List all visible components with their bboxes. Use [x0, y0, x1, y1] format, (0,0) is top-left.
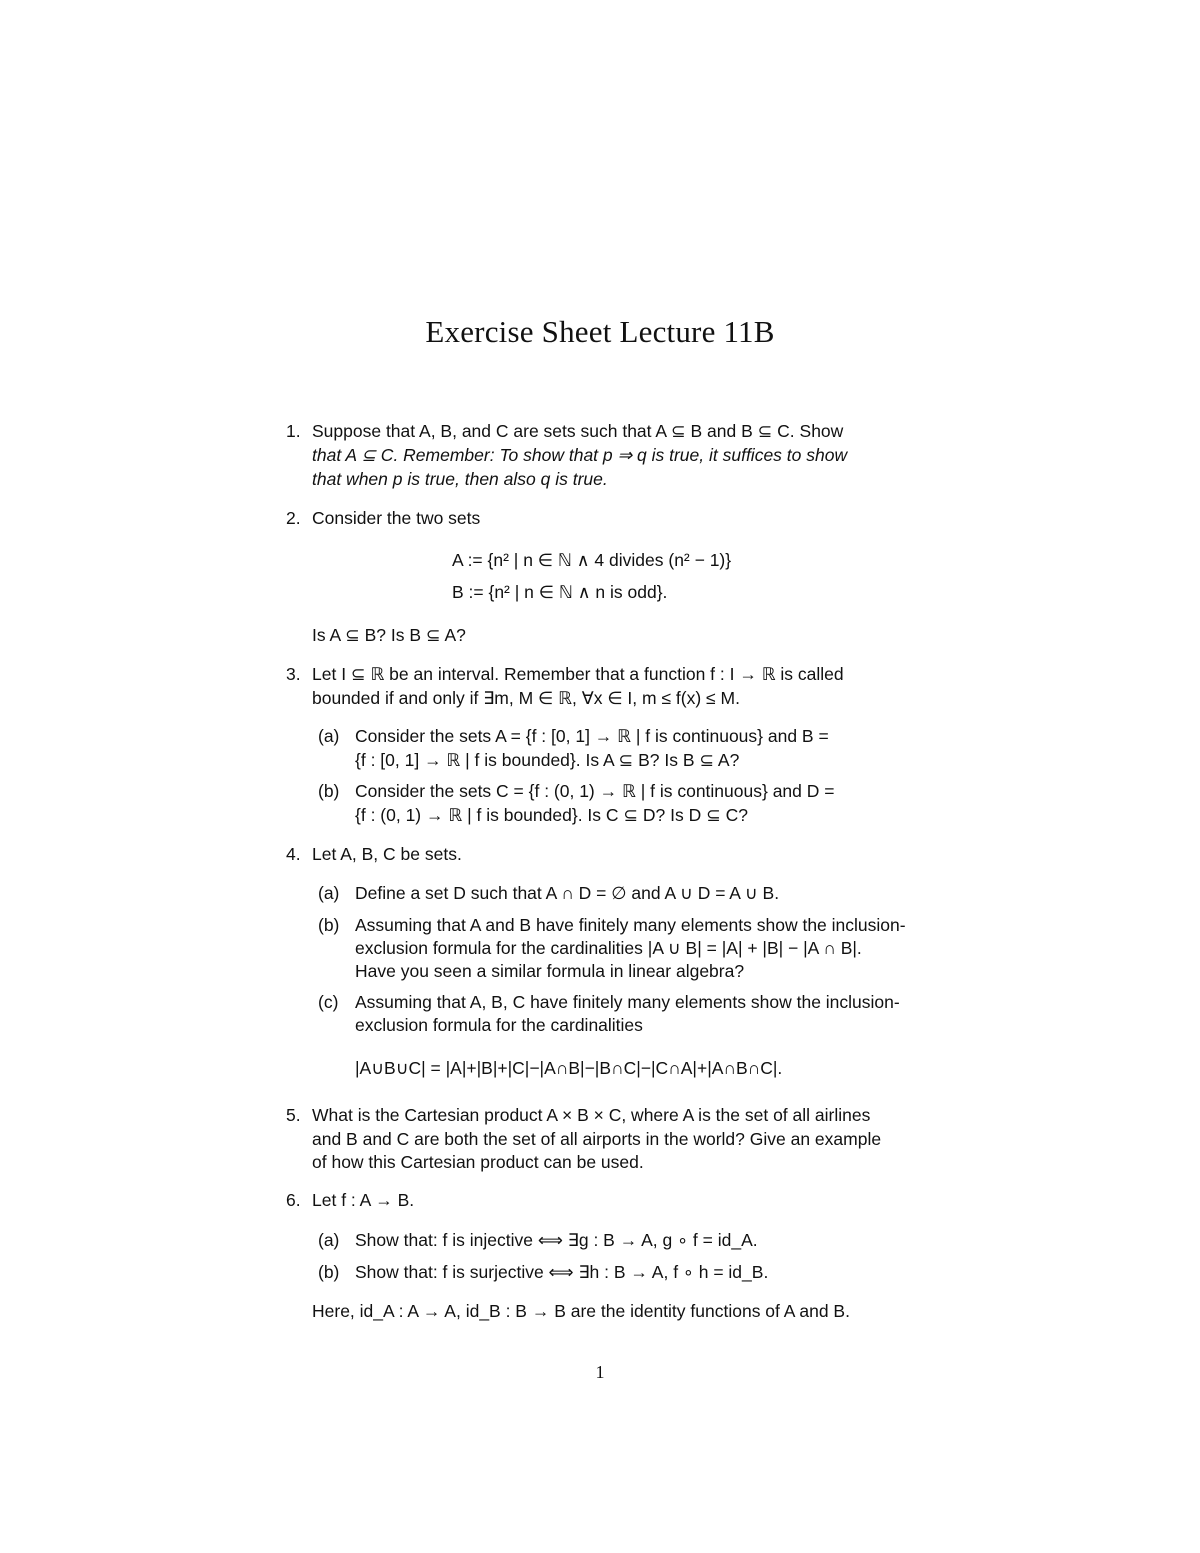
part-text-line: exclusion formula for the cardinalities	[355, 1015, 643, 1035]
part-label: (b)	[318, 1262, 340, 1282]
exercise-number: 2.	[286, 508, 301, 528]
part-label: (a)	[318, 883, 340, 903]
exercise-text-line: and B and C are both the set of all airports in the world? Give an example	[312, 1129, 882, 1149]
set-definition-b: B := {n² | n ∈ ℕ ∧ n is odd}.	[452, 582, 668, 602]
part-label: (b)	[318, 781, 340, 801]
part-text-line: Show that: f is surjective ⟺ ∃h : B → A, f ∘ h = id_B.	[355, 1262, 769, 1282]
exercise-question: Is A ⊆ B? Is B ⊆ A?	[312, 625, 466, 645]
exercise-text-line: Consider the two sets	[312, 508, 481, 528]
page-number: 1	[595, 1362, 605, 1382]
exercise-number: 6.	[286, 1190, 301, 1210]
part-label: (a)	[318, 726, 340, 746]
exercise-text-line: that A ⊆ C. Remember: To show that p ⇒ q is true, it suffices to show	[312, 445, 848, 465]
part-text-line: Define a set D such that A ∩ D = ∅ and A ∪ D = A ∪ B.	[355, 883, 780, 903]
exercise-text-line: Let I ⊆ ℝ be an interval. Remember that a function f : I → ℝ is called	[312, 664, 844, 684]
exercise-text-line: Let A, B, C be sets.	[312, 844, 462, 864]
part-text-line: Consider the sets A = {f : [0, 1] → ℝ | f is continuous} and B =	[355, 726, 829, 746]
exercise-number: 3.	[286, 664, 301, 684]
exercise-text-line: that when p is true, then also q is true.	[312, 469, 608, 489]
part-text-line: Consider the sets C = {f : (0, 1) → ℝ | f is continuous} and D =	[355, 781, 835, 801]
part-label: (c)	[318, 992, 339, 1012]
part-label: (a)	[318, 1230, 340, 1250]
exercise-number: 1.	[286, 421, 301, 441]
exercise-text-line: of how this Cartesian product can be used.	[312, 1152, 644, 1172]
part-text-line: Show that: f is injective ⟺ ∃g : B → A, g ∘ f = id_A.	[355, 1230, 758, 1250]
exercise-note: Here, id_A : A → A, id_B : B → B are the identity functions of A and B.	[312, 1301, 850, 1321]
exercise-number: 5.	[286, 1105, 301, 1125]
part-label: (b)	[318, 915, 340, 935]
page-title: Exercise Sheet Lecture 11B	[425, 314, 775, 349]
part-text-line: Assuming that A and B have finitely many elements show the inclusion-	[355, 915, 906, 935]
exercise-text-line: What is the Cartesian product A × B × C, where A is the set of all airlines	[312, 1105, 871, 1125]
set-definition-a: A := {n² | n ∈ ℕ ∧ 4 divides (n² − 1)}	[452, 550, 732, 570]
part-text-line: exclusion formula for the cardinalities |A ∪ B| = |A| + |B| − |A ∩ B|.	[355, 938, 862, 958]
part-text-line: Have you seen a similar formula in linear algebra?	[355, 961, 745, 981]
inclusion-exclusion-formula: |A∪B∪C| = |A|+|B|+|C|−|A∩B|−|B∩C|−|C∩A|+|A∩B∩C|.	[355, 1058, 783, 1078]
exercise-number: 4.	[286, 844, 301, 864]
exercise-text-line: Let f : A → B.	[312, 1190, 415, 1210]
part-text-line: Assuming that A, B, C have finitely many elements show the inclusion-	[355, 992, 900, 1012]
part-text-line: {f : (0, 1) → ℝ | f is bounded}. Is C ⊆ D? Is D ⊆ C?	[355, 805, 749, 825]
exercise-text-line: Suppose that A, B, and C are sets such that A ⊆ B and B ⊆ C. Show	[312, 421, 844, 441]
exercise-text-line: bounded if and only if ∃m, M ∈ ℝ, ∀x ∈ I, m ≤ f(x) ≤ M.	[312, 688, 740, 708]
part-text-line: {f : [0, 1] → ℝ | f is bounded}. Is A ⊆ B? Is B ⊆ A?	[355, 750, 740, 770]
